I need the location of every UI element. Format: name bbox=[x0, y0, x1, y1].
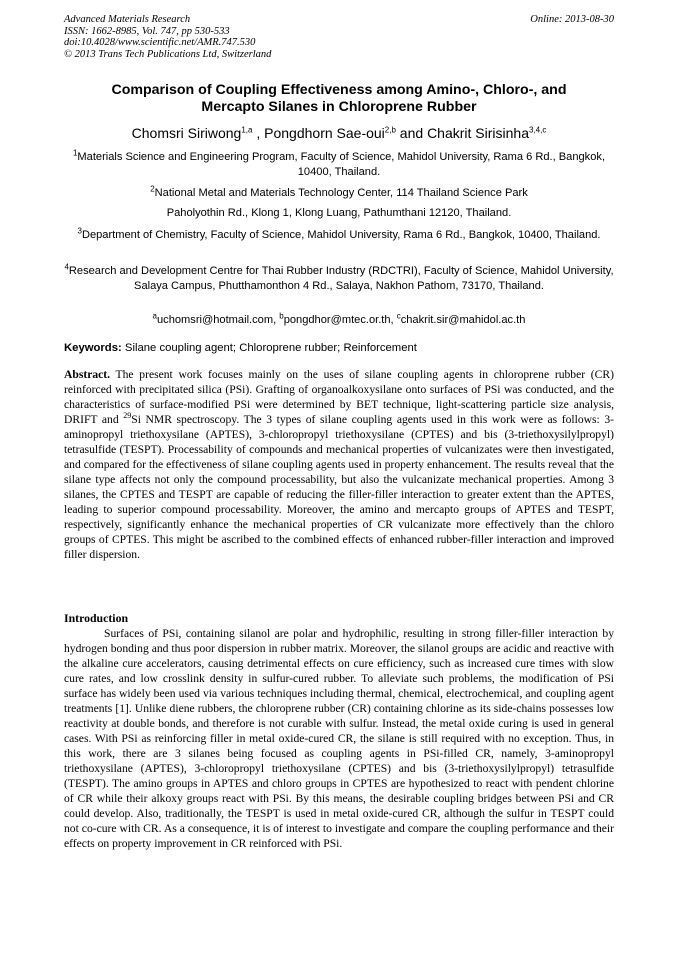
journal-doi[interactable]: doi:10.4028/www.scientific.net/AMR.747.530 bbox=[64, 37, 256, 48]
keywords bbox=[64, 341, 614, 356]
affiliation-3-sup: 3 bbox=[77, 226, 82, 236]
abstract bbox=[64, 367, 614, 562]
affiliation-2-line-2: Paholyothin Rd., Klong 1, Klong Luang, Pathumthani 12120, Thailand. bbox=[166, 207, 512, 219]
online-date: Online: 2013-08-30 bbox=[530, 14, 614, 25]
introduction-text: Surfaces of PSi, containing silanol are polar and hydrophilic, resulting in strong filler-filler interaction by hydrogen bonding and thus poor dispersion in rubber matrix. Moreover, the silanol groups are acidic and reactive with the alkaline cure accelerators, causing detrimental effects on cure efficiency, such as increased cure times with slow cure rates, and low crosslink density in sulfur-cured rubber. To alleviate such problems, the modification of PSi surface has widely been used via various techniques including thermal, chemical, electrochemical, and coupling agent treatments [1]. Unlike diene rubbers, the chloroprene rubber (CR) containing chlorine as its side-chains possesses low reactivity at double bonds, and therefore is not curable with sulfur. Instead, the metal oxide curing is used in general cases. With PSi as reinforcing filler in metal oxide-cured CR, the silane is still required with no exception. Thus, in this work, there are 3 silanes being focused as coupling agents in PSi-filled CR, namely, 3-aminopropyl triethoxysilane (APTES), 3-chloropropyl triethoxysilane (CPTES) and bis (3-triethoxysilylpropyl) tetrasulfide (TESPT). The amino groups in APTES and chloro groups in CPTES are hypothesized to react with pendent chlorine of CR while their alkoxy groups react with PSi. By this means, the desirable coupling bridges between PSi and CR could develop. Also, traditionally, the TESPT is used in metal oxide-cured CR, although the sulfur in TESPT could not co-cure with CR. As a consequence, it is of interest to investigate and compare the coupling performance and their effects on property improvement in CR reinforced with PSi. bbox=[64, 627, 614, 850]
email-b-sup: b bbox=[279, 311, 284, 321]
abstract-text-part-2: Si NMR spectroscopy. The 3 types of silane coupling agents used in this work were as follows: 3-aminopropyl triethoxysilane (APTES), 3-chloropropyl triethoxysilane (CPTES) and bis (3-triethoxysilylpropyl) tetrasulfide (TESPT). Processability of compounds and mechanical properties of vulcanizates were then investigated, and compared for the effectiveness of silane coupling agents used in property enhancement. The results reveal that the silane type affects not only the compound processability, but also the vulcanizate mechanical properties. Among 3 silanes, the CPTES and TESPT are capable of reducing the filler-filler interaction to greater extent than the APTES, leading to superior compound processability. Moreover, the amino and mercapto groups of APTES and TESPT, respectively, significantly enhance the mechanical properties of CR vulcanizate more effectively than the chloro groups of CPTES. This might be ascribed to the combined effects of enhanced rubber-filler interaction and improved filler dispersion. bbox=[64, 413, 614, 561]
affiliation-1 bbox=[64, 150, 614, 180]
author-3-name: Chakrit Sirisinha bbox=[427, 125, 529, 141]
affiliation-2-sup: 2 bbox=[150, 184, 155, 194]
affiliation-2 bbox=[64, 186, 614, 201]
author-separator: and bbox=[395, 125, 428, 141]
email-c-sup: c bbox=[396, 311, 401, 321]
author-1-name: Chomsri Siriwong bbox=[131, 125, 242, 141]
author-1-affil-sup: 1,a bbox=[241, 125, 253, 135]
abstract-label: Abstract. bbox=[64, 368, 111, 381]
email-a-sup: a bbox=[152, 311, 157, 321]
affiliation-2-line-1: National Metal and Materials Technology Center, 114 Thailand Science Park bbox=[154, 187, 528, 199]
affiliation-3-text: Department of Chemistry, Faculty of Science, Mahidol University, Rama 6 Rd., Bangkok, 10400, Thailand. bbox=[81, 229, 601, 241]
affiliation-4 bbox=[64, 264, 614, 294]
keywords-text: Silane coupling agent; Chloroprene rubber; Reinforcement bbox=[121, 342, 417, 354]
paper-title bbox=[64, 82, 614, 116]
title-line-1: Comparison of Coupling Effectiveness among Amino-, Chloro-, and bbox=[111, 82, 567, 98]
email-b[interactable]: pongdhor@mtec.or.th, bbox=[283, 314, 397, 326]
email-c[interactable]: chakrit.sir@mahidol.ac.th bbox=[400, 314, 526, 326]
affiliation-1-sup: 1 bbox=[72, 148, 78, 158]
email-a[interactable]: uchomsri@hotmail.com, bbox=[157, 314, 280, 326]
title-line-2: Mercapto Silanes in Chloroprene Rubber bbox=[201, 99, 477, 115]
journal-issn: ISSN: 1662-8985, Vol. 747, pp 530-533 bbox=[64, 25, 230, 37]
affiliation-1-text: Materials Science and Engineering Program, Faculty of Science, Mahidol University, Rama 6 Rd., Bangkok, 10400, Thailand. bbox=[77, 151, 606, 178]
journal-header bbox=[64, 14, 271, 60]
nmr-isotope-sup: 29 bbox=[123, 411, 132, 421]
affiliation-3 bbox=[64, 228, 614, 243]
affiliation-4-sup: 4 bbox=[64, 262, 69, 272]
email-line bbox=[64, 313, 614, 328]
journal-copyright: © 2013 Trans Tech Publications Ltd, Switzerland bbox=[64, 48, 272, 60]
author-2-affil-sup: 2,b bbox=[384, 125, 396, 135]
author-3-affil-sup: 3,4,c bbox=[529, 125, 547, 135]
keywords-label: Keywords: bbox=[64, 342, 122, 354]
introduction-heading: Introduction bbox=[64, 611, 129, 625]
journal-name: Advanced Materials Research bbox=[64, 14, 191, 25]
abstract-text-part-1: The present work focuses mainly on the uses of silane coupling agents in chloroprene rubber (CR) reinforced with precipitated silica (PSi). Grafting of organoalkoxysilane onto surfaces of PSi was conducted, and the characteristics of surface-modified PSi were determined by BET technique, light-scattering particle size analysis, DRIFT and bbox=[64, 368, 614, 426]
author-list bbox=[64, 124, 614, 142]
author-2-name: Pongdhorn Sae-oui bbox=[264, 125, 385, 141]
author-separator: , bbox=[252, 125, 265, 141]
affiliation-4-text: Research and Development Centre for Thai Rubber Industry (RDCTRI), Faculty of Science, Mahidol University, Salaya Campus, Phutthamonthon 4 Rd., Salaya, Nakhon Pathom, 73170, Thailand. bbox=[68, 265, 614, 292]
